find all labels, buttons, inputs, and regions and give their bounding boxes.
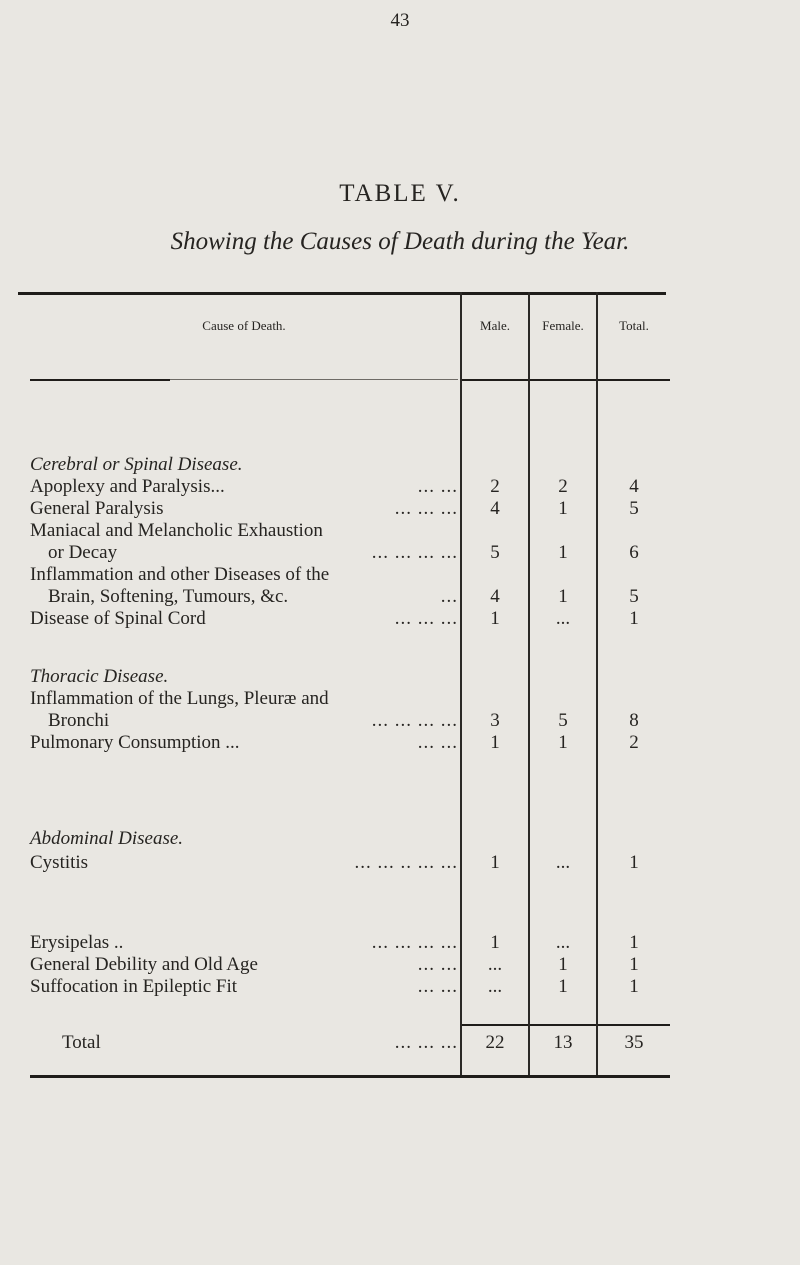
female-count: 1 (558, 542, 568, 563)
header-bottom-rule (30, 379, 170, 381)
total-count: 1 (629, 932, 639, 953)
total-row (0, 1032, 800, 1054)
table-row (0, 586, 800, 608)
cause-label: or Decay ... ... ... ... (48, 542, 458, 563)
male-total: 22 (485, 1032, 505, 1053)
table-subtitle: Showing the Causes of Death during the Year. (170, 228, 630, 255)
table-row (0, 932, 800, 954)
section-heading-abdominal: Abdominal Disease. (30, 828, 184, 849)
cause-label: Disease of Spinal Cord ... ... ... (30, 608, 458, 629)
table-bottom-rule (30, 1075, 670, 1078)
male-count: 4 (490, 498, 500, 519)
table-row (0, 852, 800, 874)
cause-label: Cystitis ... ... .. ... ... (30, 852, 458, 873)
female-count: ... (555, 852, 571, 873)
table-top-rule (18, 292, 666, 295)
cause-label: Erysipelas .. ... ... ... ... (30, 932, 458, 953)
table-row (0, 476, 800, 498)
table-row (0, 688, 800, 710)
cause-label: Apoplexy and Paralysis... ... ... (30, 476, 458, 497)
male-count: 3 (490, 710, 500, 731)
total-label: Total ... ... ... (62, 1032, 458, 1053)
cause-label: Brain, Softening, Tumours, &c. ... (48, 586, 458, 607)
female-count: 2 (558, 476, 568, 497)
table-row (0, 608, 800, 630)
female-count: 5 (558, 710, 568, 731)
table-row (0, 520, 800, 542)
cause-label: General Paralysis ... ... ... (30, 498, 458, 519)
table-row (0, 710, 800, 732)
total-count: 1 (629, 976, 639, 997)
header-bottom-rule (170, 379, 458, 380)
male-count: 2 (490, 476, 500, 497)
total-count: 6 (629, 542, 639, 563)
female-count: 1 (558, 976, 568, 997)
table-row (0, 976, 800, 998)
male-count: 1 (490, 608, 500, 629)
male-count: ... (487, 954, 503, 975)
male-count: 1 (490, 732, 500, 753)
male-count: 4 (490, 586, 500, 607)
page-number: 43 (390, 10, 410, 31)
total-top-rule (462, 1024, 670, 1026)
female-count: 1 (558, 586, 568, 607)
total-count: 5 (629, 586, 639, 607)
table-row (0, 498, 800, 520)
table-title: TABLE V. (339, 180, 461, 207)
table-row (0, 564, 800, 586)
cause-label: Inflammation and other Diseases of the (30, 564, 330, 585)
cause-label: Bronchi ... ... ... ... (48, 710, 458, 731)
total-count: 8 (629, 710, 639, 731)
total-count: 2 (629, 732, 639, 753)
male-count: ... (487, 976, 503, 997)
grand-total: 35 (624, 1032, 644, 1053)
male-count: 1 (490, 932, 500, 953)
table-row (0, 954, 800, 976)
total-count: 1 (629, 608, 639, 629)
total-count: 4 (629, 476, 639, 497)
cause-label: Maniacal and Melancholic Exhaustion (30, 520, 323, 541)
cause-label: General Debility and Old Age ... ... (30, 954, 458, 975)
header-cause: Cause of Death. (202, 318, 286, 333)
header-male: Male. (480, 318, 510, 333)
cause-label: Suffocation in Epileptic Fit ... ... (30, 976, 458, 997)
section-heading-cerebral: Cerebral or Spinal Disease. (30, 454, 243, 475)
total-count: 5 (629, 498, 639, 519)
cause-label: Pulmonary Consumption ... ... ... (30, 732, 458, 753)
cause-label: Inflammation of the Lungs, Pleuræ and (30, 688, 329, 709)
male-count: 5 (490, 542, 500, 563)
header-bottom-rule (462, 379, 670, 381)
female-count: ... (555, 932, 571, 953)
total-count: 1 (629, 954, 639, 975)
table-row (0, 542, 800, 564)
female-count: 1 (558, 732, 568, 753)
header-total: Total. (619, 318, 649, 333)
section-heading-thoracic: Thoracic Disease. (30, 666, 169, 687)
total-count: 1 (629, 852, 639, 873)
header-female: Female. (542, 318, 584, 333)
female-count: ... (555, 608, 571, 629)
female-count: 1 (558, 954, 568, 975)
female-count: 1 (558, 498, 568, 519)
table-row (0, 732, 800, 754)
male-count: 1 (490, 852, 500, 873)
female-total: 13 (553, 1032, 573, 1053)
